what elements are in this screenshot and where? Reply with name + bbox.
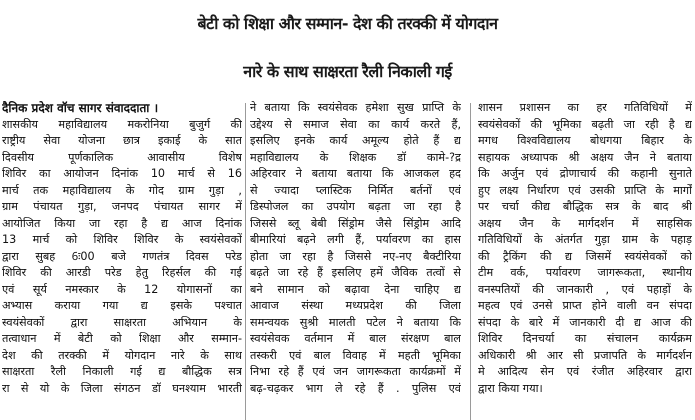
- article-line: समन्वयक सुश्री मालती पटेल ने बताया कि: [250, 315, 461, 329]
- article-line: निभा रहे हैं एवं जन जागरूकता कार्यक्रमों में: [250, 365, 461, 378]
- article-line: की ट्रैकिंग की द्य जिसमें स्वयंसेवकों को: [478, 249, 692, 263]
- article-column-1: [2, 100, 242, 420]
- article-line: आवाज संस्था मध्यप्रदेश की जिला: [250, 299, 461, 312]
- byline: दैनिक प्रदेश वॉच सागर संवाददाता ।: [2, 101, 159, 115]
- article-line: देश की तरक्की में योगदान नारे के साथ: [2, 348, 242, 362]
- article-line: टीम वर्क, पर्यावरण जागरूकता, स्थानीय: [478, 266, 692, 279]
- article-column-2: [250, 100, 461, 420]
- article-line: अहिरवार ने बताया बताया कि आजकल हद: [250, 167, 461, 180]
- article-line: डिस्पोजल का उपयोग बढ़ता जा रहा है: [250, 200, 461, 213]
- article-line: इसलिए इनके कार्य अमूल्य होते हैं द्य: [250, 134, 461, 147]
- article-line: महत्व एवं उनसे प्राप्त होने वाली वन संपदा: [478, 299, 692, 312]
- article-line: उद्देश्य से समाज सेवा का कार्य करते हैं,: [250, 117, 461, 131]
- article-line: कि अर्जुन एवं द्रोणाचार्य की कहानी सुनाते: [478, 167, 692, 180]
- article-line: एवं सूर्य नमस्कार के 12 योगासनों का: [2, 282, 242, 296]
- article-column-3: [478, 100, 692, 420]
- article-line: अधिकारी श्री आर सी प्रजापति के मार्गदर्शन: [478, 348, 692, 362]
- article-line: शासकीय महाविद्यालय मकरोनिया बुजुर्ग की: [2, 117, 242, 131]
- article-line: द्वारा सुबह 6ः00 बजे गणतंत्र दिवस परेड: [2, 249, 242, 263]
- article-line: तत्वाधान में बेटी को शिक्षा और सम्मान-: [2, 332, 242, 345]
- article-line: दिवसीय पूर्णकालिक आवासीय विशेष: [2, 150, 242, 164]
- article-line: हुए लक्ष्य निर्धारण एवं उसकी प्राप्ति के मार्गों: [478, 183, 692, 197]
- article-line: तस्करी एवं बाल विवाह में महती भूमिका: [250, 348, 461, 362]
- article-line: ने बताया कि स्वयंसेवक हमेशा सुख प्राप्ति के: [250, 101, 461, 114]
- article-line: शिविर दिनचर्या का संचालन कार्यक्रम: [478, 332, 692, 345]
- article-line: जिससे ब्लू बेबी सिंड्रोम जैसे सिंड्रोम आदि: [250, 216, 461, 230]
- article-line: बीमारियां बढ़ने लगी हैं, पर्यावरण का हास: [250, 233, 461, 246]
- article-line: ग्राम पंचायत गुड़ा, जनपद पंचायत सागर में: [2, 200, 242, 213]
- article-line: स्वयंसेवक वर्तमान में बाल संरक्षण बाल: [250, 332, 461, 345]
- article-line: रा से यो के जिला संगठन डॉ घनश्याम भारती: [2, 381, 242, 395]
- article-line: से ज्यादा प्लास्टिक निर्मित बर्तनों एवं: [250, 183, 461, 197]
- article-line: पर चर्चा कीद्य बौद्धिक सत्र के बाद श्री: [478, 200, 692, 213]
- article-line: राष्ट्रीय सेवा योजना छात्र इकाई के सात: [2, 134, 242, 147]
- article-line: शासन प्रशासन का हर गतिविधियों में: [478, 101, 692, 114]
- article-line: अभ्यास कराया गया द्य इसके पश्चात: [2, 299, 242, 312]
- article-line: वनस्पतियों की जानकारी , एवं पहाड़ों के: [478, 282, 692, 296]
- article-line: स्वयंसेवकों द्वारा साक्षरता अभियान के: [2, 315, 242, 329]
- column-divider: [245, 103, 246, 420]
- article-line: द्वारा किया गया।: [478, 381, 543, 395]
- column-divider: [470, 103, 471, 420]
- article-line: मगध विश्वविद्यालय बोधगया बिहार के: [478, 134, 692, 147]
- article-line: बढ़ते जा रहे हैं इसलिए हमें जैविक तत्वों से: [250, 266, 461, 279]
- article-line: साक्षरता रैली निकाली गई द्य बौद्धिक सत्र: [2, 365, 242, 378]
- article-line: स्वयंसेवकों की भूमिका बढ़ती जा रही है द्य: [478, 117, 692, 131]
- article-line: गतिविधियों के अंतर्गत गुड़ा ग्राम के पहाड़: [478, 233, 692, 246]
- article-line: शिविर का आयोजन दिनांक 10 मार्च से 16: [2, 167, 242, 180]
- article-line: संपदा के बारे में जानकारी दी द्य आज की: [478, 315, 692, 329]
- article-line: सहायक अध्यापक श्री अक्षय जैन ने बताया: [478, 150, 692, 164]
- article-line: मे आदित्य सेन एवं रंजीत अहिरवार द्वारा: [478, 365, 692, 378]
- headline-line-1: बेटी को शिक्षा और सम्मान- देश की तरक्की में योगदान: [197, 14, 498, 33]
- article-line: आयोजित किया जा रहा है द्य आज दिनांक: [2, 216, 242, 230]
- article-line: शिविर की आरडी परेड हेतु रिहर्सल की गई: [2, 266, 242, 279]
- article-line: 13 मार्च को शिविर शिविर के स्वयंसेवकों: [2, 233, 242, 246]
- article-line: मार्च तक महाविद्यालय के गोद ग्राम गुड़ा ,: [2, 183, 242, 197]
- article-line: अक्षय जैन के मार्गदर्शन में साहसिक: [478, 216, 692, 230]
- article-line: होता जा रहा है जिससे नए-नए बैक्टीरिया: [250, 249, 461, 263]
- article-line: बढ़-चढ़कर भाग ले रहे हैं . पुलिस एवं: [250, 381, 461, 395]
- article-line: बने सामान को बढ़ावा देना चाहिए द्य: [250, 282, 461, 296]
- article-line: महाविद्यालय के शिक्षक डॉ कामे-?द्र: [250, 150, 461, 164]
- headline-line-2: नारे के साथ साक्षरता रैली निकाली गई: [243, 62, 452, 81]
